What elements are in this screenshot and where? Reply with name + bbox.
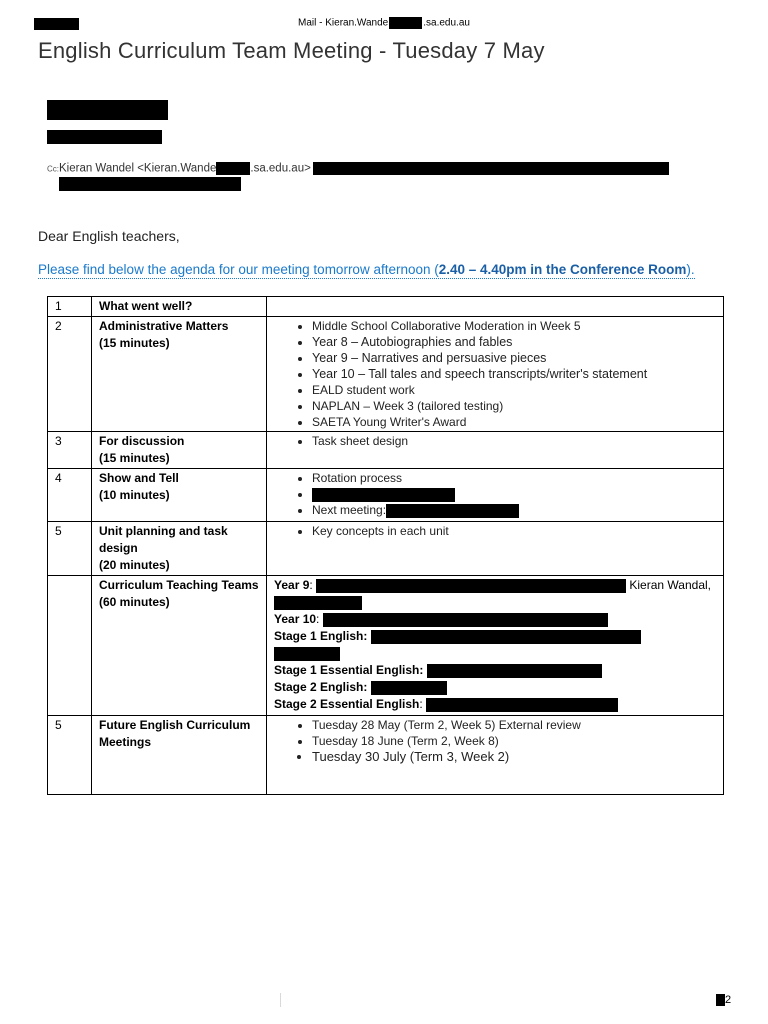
table-row: [48, 317, 724, 432]
redaction-block: [216, 162, 250, 175]
list-item: • Tuesday 28 May (Term 2, Week 5) External review: [312, 717, 716, 733]
topic-title: What went well?: [99, 299, 193, 313]
mail-header-prefix: Mail - Kieran.Wande: [298, 17, 389, 29]
row-details: [267, 522, 724, 576]
page-number-value: 2: [725, 994, 732, 1006]
list-item: • Year 9 – Narratives and persuasive pieces: [312, 350, 716, 366]
topic-duration: (15 minutes): [99, 451, 170, 465]
topic-duration: (15 minutes): [99, 336, 170, 350]
year10-line: Year 10:: [274, 611, 716, 628]
stage2-line: [274, 679, 716, 696]
list-item: • Task sheet design: [312, 433, 716, 449]
row-number: 5: [48, 522, 92, 576]
redaction-block: [313, 162, 669, 175]
email-subject: English Curriculum Team Meeting - Tuesday 7 May: [38, 38, 545, 63]
topic-title: Curriculum Teaching Teams: [99, 578, 259, 592]
intro-end: ).: [686, 262, 695, 277]
mail-header-suffix: .sa.edu.au: [423, 17, 470, 29]
stage2e-label: Stage 2 Essential English: [274, 697, 420, 711]
stage1e-label: Stage 1 Essential English:: [274, 663, 424, 677]
redaction-block: [371, 681, 447, 695]
redaction-block: [312, 488, 455, 502]
topic-title: Future English Curriculum Meetings: [99, 718, 251, 749]
row-topic: [92, 576, 267, 716]
cc-label: Cc:: [47, 164, 59, 174]
row-details: [267, 297, 724, 317]
table-row: [48, 297, 724, 317]
row-topic: [92, 469, 267, 522]
year9-line: Year 9: Kieran Wandal,: [274, 577, 716, 611]
list-item: • Rotation process: [312, 470, 716, 486]
stage1-line: [274, 628, 716, 645]
divider: [280, 993, 281, 1007]
list-item: • Tuesday 18 June (Term 2, Week 8): [312, 733, 716, 749]
list-item: • NAPLAN – Week 3 (tailored testing): [312, 398, 716, 414]
list-item: • Tuesday 30 July (Term 3, Week 2): [312, 749, 716, 765]
agenda-table: [47, 296, 724, 795]
redaction-block: [386, 504, 519, 518]
topic-title: For discussion: [99, 434, 185, 448]
topic-title: Administrative Matters: [99, 319, 229, 333]
redaction-block: [274, 647, 340, 661]
table-row: [48, 522, 724, 576]
redaction-block: [323, 613, 608, 627]
redaction-block: [47, 100, 168, 120]
table-row: [48, 576, 724, 716]
row-details: [267, 469, 724, 522]
list-item: • Middle School Collaborative Moderation in Week 5: [312, 318, 716, 334]
redaction-block: [389, 17, 422, 29]
list-item: [312, 502, 716, 518]
redaction-block: [427, 664, 602, 678]
row-details: [267, 317, 724, 432]
topic-title: Unit planning and task design: [99, 524, 228, 555]
list-item: • EALD student work: [312, 382, 716, 398]
redaction-block: [426, 698, 618, 712]
topic-title: Show and Tell: [99, 471, 179, 485]
row-topic: [92, 522, 267, 576]
intro-bold: 2.40 – 4.40pm in the Conference Room: [438, 262, 687, 277]
stage1e-line: [274, 662, 716, 679]
row-number: 2: [48, 317, 92, 432]
year9-label: Year 9: [274, 578, 310, 592]
row-number: 5: [48, 716, 92, 795]
row-details: [267, 432, 724, 469]
row-number: 3: [48, 432, 92, 469]
list-item: • SAETA Young Writer's Award: [312, 414, 716, 430]
topic-duration: (20 minutes): [99, 558, 170, 572]
row-topic: [92, 317, 267, 432]
row-details: [267, 716, 724, 795]
stage1-label: Stage 1 English:: [274, 629, 368, 643]
redaction-block: [47, 130, 162, 144]
list-item: • Year 8 – Autobiographies and fables: [312, 334, 716, 350]
redaction-block: [716, 994, 725, 1006]
row-number: [48, 576, 92, 716]
row-details: [267, 576, 724, 716]
cc-name: Kieran Wandel <Kieran.Wande: [59, 162, 217, 175]
topic-duration: (10 minutes): [99, 488, 170, 502]
year9-tail: Kieran Wandal,: [629, 578, 711, 592]
list-item: • Key concepts in each unit: [312, 523, 716, 539]
redaction-block: [59, 177, 241, 191]
cc-domain: .sa.edu.au>: [250, 162, 311, 175]
greeting: Dear English teachers,: [38, 228, 180, 244]
redaction-block: [316, 579, 626, 593]
row-number: 4: [48, 469, 92, 522]
list-item: • Year 10 – Tall tales and speech transcripts/writer's statement: [312, 366, 716, 382]
topic-duration: (60 minutes): [99, 595, 170, 609]
year10-label: Year 10: [274, 612, 317, 626]
table-row: [48, 432, 724, 469]
page-number: [716, 994, 731, 1006]
table-row: [48, 469, 724, 522]
row-topic: [92, 432, 267, 469]
table-row: [48, 716, 724, 795]
stage2-label: Stage 2 English:: [274, 680, 368, 694]
redaction-block: [274, 596, 362, 610]
row-number: 1: [48, 297, 92, 317]
redaction-block: [371, 630, 641, 644]
mail-header: [0, 17, 768, 29]
stage1-line-cont: [274, 645, 716, 662]
row-topic: [92, 297, 267, 317]
list-item: [312, 486, 716, 502]
row-topic: [92, 716, 267, 795]
cc-line: [47, 162, 669, 175]
intro-text: Please find below the agenda for our meeting tomorrow afternoon (: [38, 262, 439, 277]
next-meeting-label: Next meeting:: [312, 503, 387, 517]
intro-link[interactable]: [38, 262, 695, 279]
stage2e-line: Stage 2 Essential English:: [274, 696, 716, 713]
